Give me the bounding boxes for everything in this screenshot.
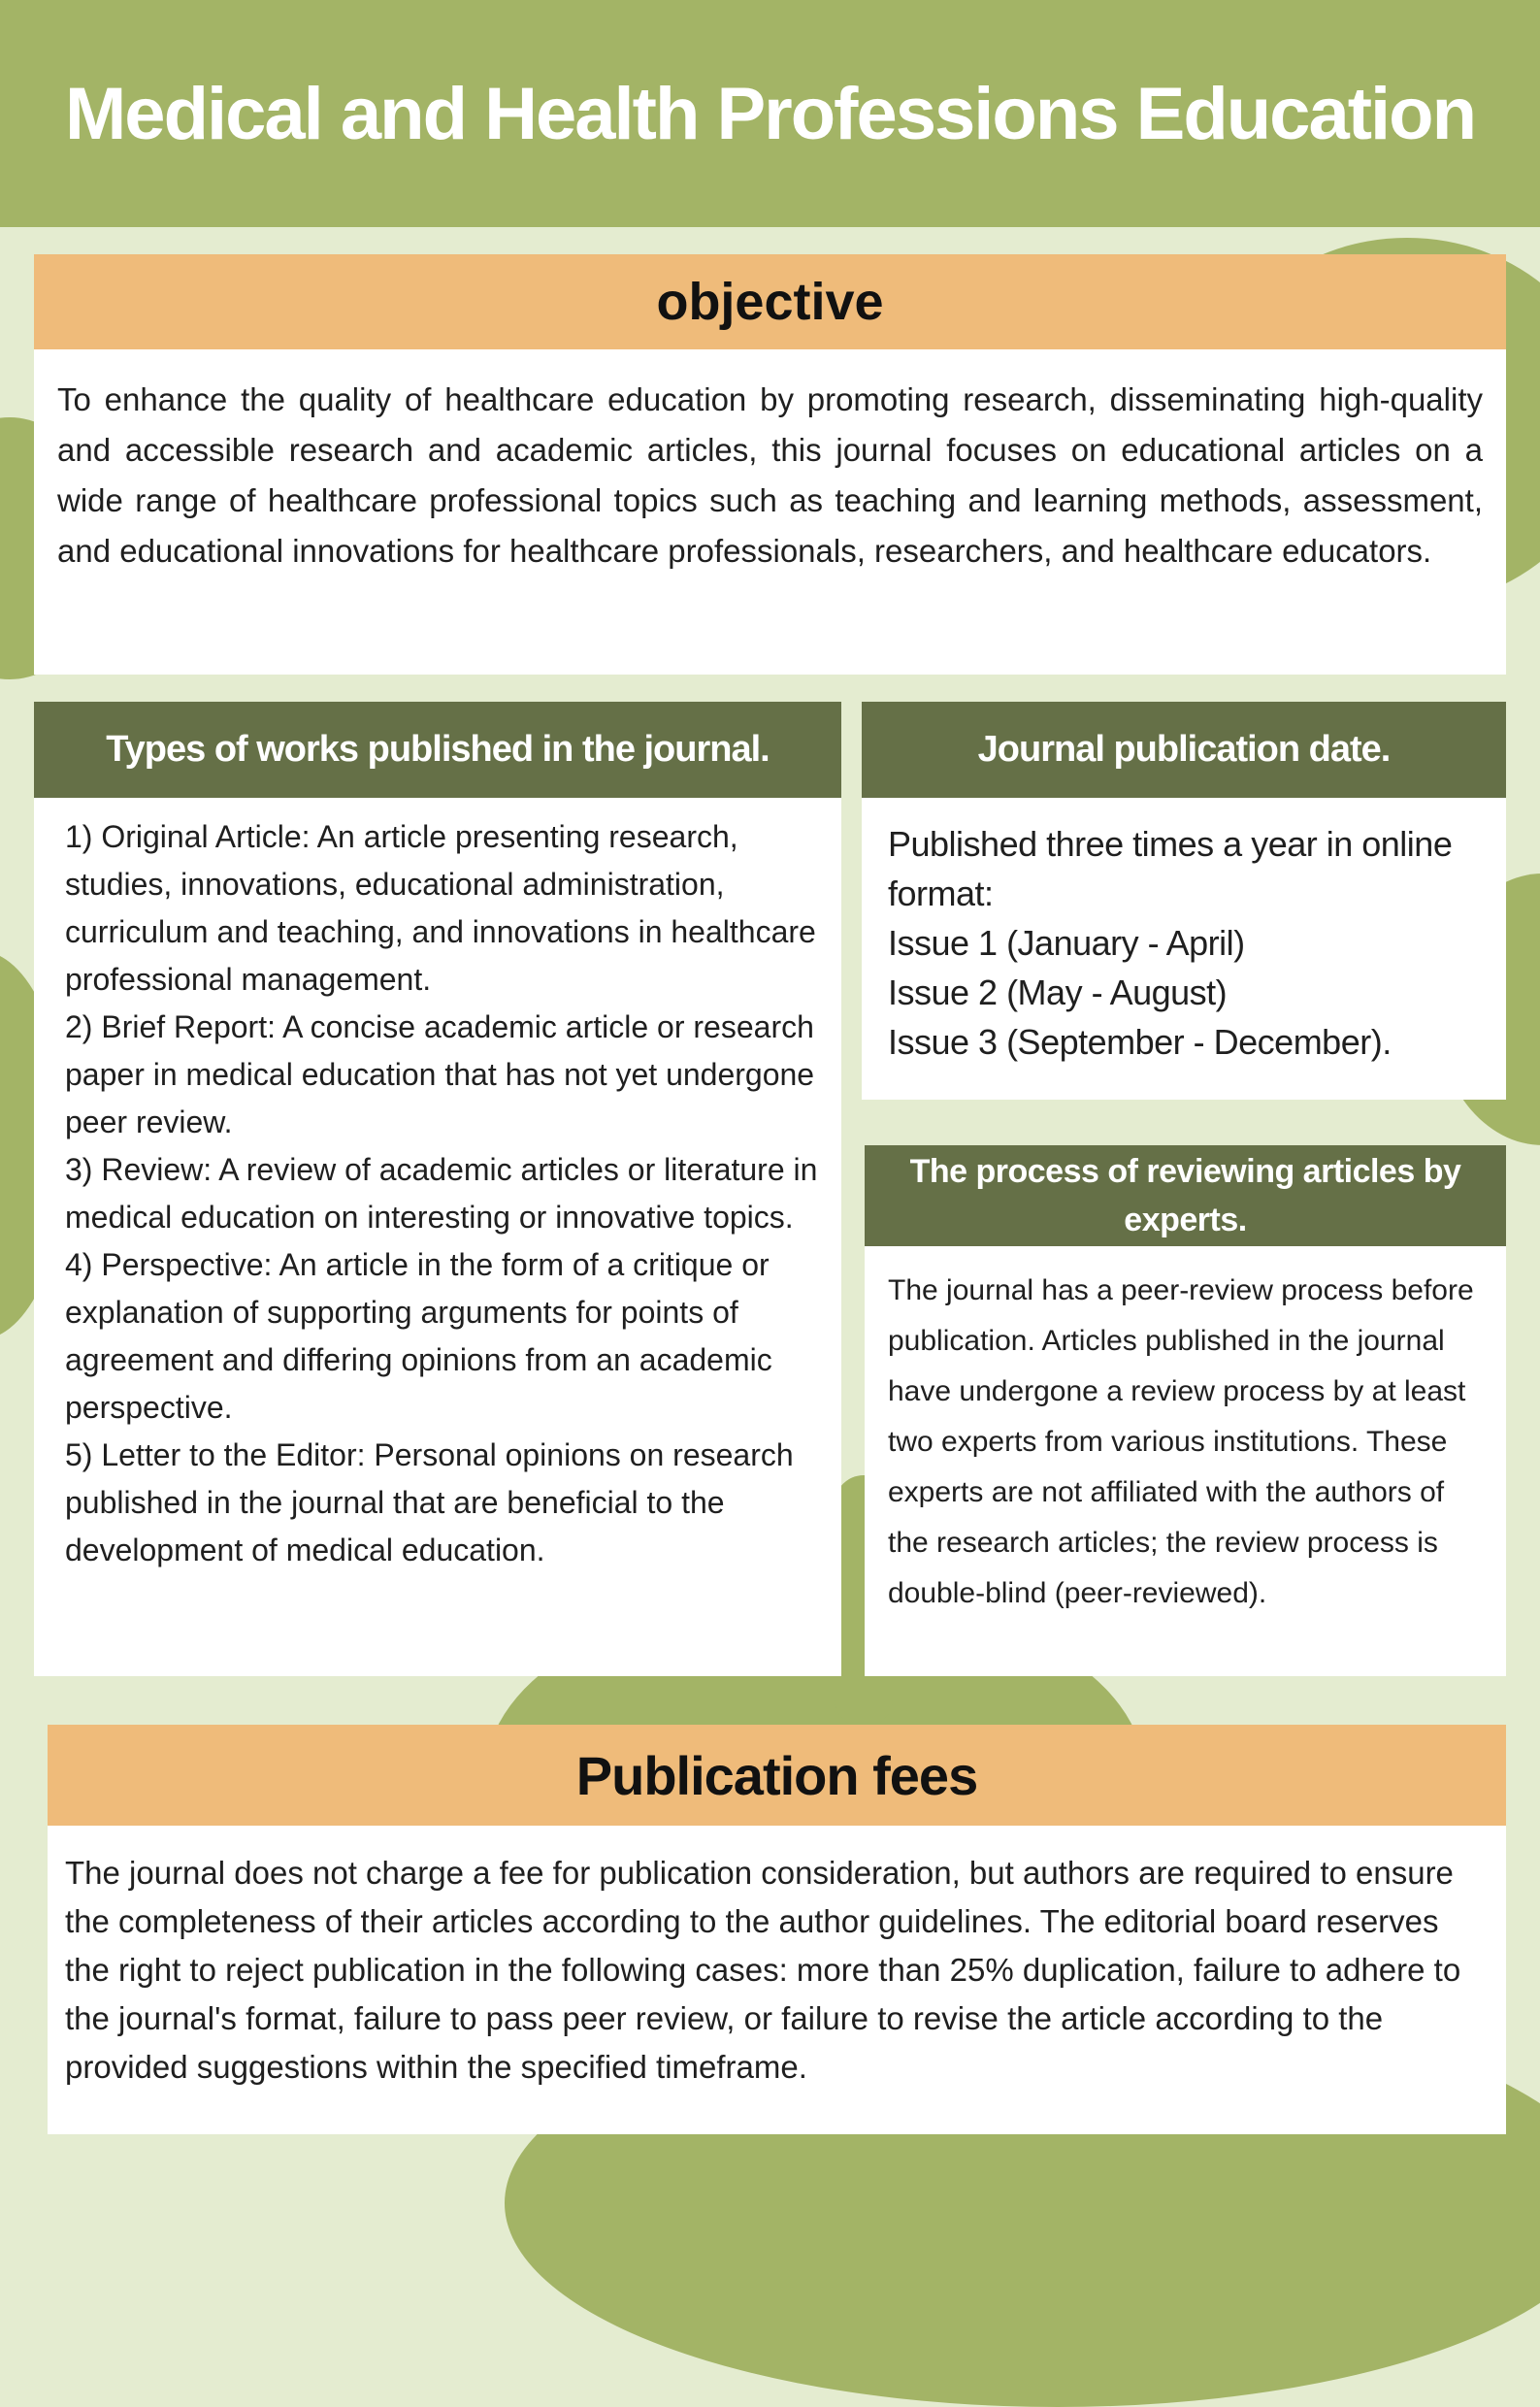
- fees-panel: [48, 1725, 1506, 2134]
- objective-heading: objective: [34, 254, 1506, 349]
- review-panel: [865, 1145, 1506, 1676]
- list-item: 3) Review: A review of academic articles or literature in medical education on interesting or innovative topics.: [65, 1152, 818, 1235]
- objective-panel: [34, 254, 1506, 675]
- publication-date-panel: [862, 702, 1506, 1100]
- issue-item: Issue 3 (September - December).: [888, 1022, 1392, 1062]
- publication-date-body: [862, 798, 1506, 1067]
- list-item: 4) Perspective: An article in the form of a critique or explanation of supporting arguments for points of agreement and differing opinions from an academic perspective.: [65, 1247, 772, 1425]
- publication-intro: Published three times a year in online format:: [888, 824, 1453, 913]
- review-heading: The process of reviewing articles by experts.: [865, 1145, 1506, 1246]
- publication-date-heading: Journal publication date.: [862, 702, 1506, 798]
- list-item: 1) Original Article: An article presenting research, studies, innovations, educational administration, curriculum and teaching, and innovations in healthcare professional management.: [65, 819, 816, 997]
- fees-heading: Publication fees: [48, 1725, 1506, 1826]
- objective-text: To enhance the quality of healthcare education by promoting research, disseminating high-quality and accessible research and academic articles, this journal focuses on educational articles on a wide range of healthcare professional topics such as teaching and learning methods, assessment, and educational innovations for healthcare professionals, researchers, and healthcare educators.: [57, 381, 1483, 569]
- fees-text: The journal does not charge a fee for publication consideration, but authors are required to ensure the completeness of their articles according to the author guidelines. The editorial board reserves the right to reject publication in the following cases: more than 25% duplication, failure to adhere to the journal's format, failure to pass peer review, or failure to revise the article according to the provided suggestions within the specified timeframe.: [65, 1855, 1461, 2085]
- types-panel: [34, 702, 841, 1676]
- page-title: Medical and Health Professions Education: [65, 72, 1475, 155]
- review-text: The journal has a peer-review process before publication. Articles published in the journal have undergone a review process by at least two experts from various institutions. These experts are not affiliated with the authors of the research articles; the review process is double-blind (peer-reviewed).: [888, 1274, 1474, 1609]
- issue-item: Issue 2 (May - August): [888, 973, 1228, 1012]
- page-header: [0, 0, 1540, 227]
- list-item: 5) Letter to the Editor: Personal opinions on research published in the journal that are beneficial to the development of medical education.: [65, 1437, 794, 1567]
- types-heading: Types of works published in the journal.: [34, 702, 841, 798]
- issue-item: Issue 1 (January - April): [888, 923, 1245, 963]
- types-list: [34, 798, 841, 1574]
- list-item: 2) Brief Report: A concise academic article or research paper in medical education that has not yet undergone peer review.: [65, 1009, 815, 1139]
